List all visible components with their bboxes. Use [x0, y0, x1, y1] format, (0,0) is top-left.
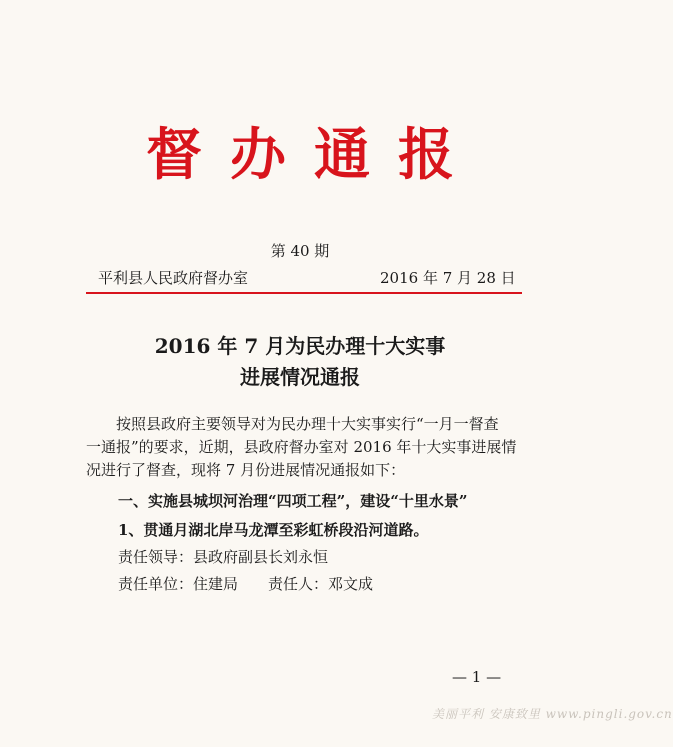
issue-number: 第 40 期 [270, 242, 330, 260]
watermark: 美丽平利 安康致里 www.pingli.gov.cn [432, 707, 673, 721]
page-number: — 1 — [452, 668, 502, 686]
intro-line: 按照县政府主要领导对为民办理十大实事实行“一月一督查 [116, 415, 499, 433]
item-heading: 1、贯通月湖北岸马龙潭至彩虹桥段沿河道路。 [118, 521, 429, 539]
headline-line-2: 进展情况通报 [240, 365, 360, 389]
intro-line: 况进行了督查，现将 7 月份进展情况通报如下： [86, 461, 406, 479]
issuing-office: 平利县人民政府督办室 [98, 269, 249, 287]
responsible-leader: 责任领导：县政府副县长刘永恒 [118, 548, 329, 566]
intro-line: 一通报”的要求，近期，县政府督办室对 2016 年十大实事进展情 [86, 438, 517, 456]
document-title: 督办通报 [146, 122, 482, 188]
headline-line-1: 2016 年 7 月为民办理十大实事 [154, 334, 446, 358]
intro-paragraph [86, 413, 526, 482]
issue-date: 2016 年 7 月 28 日 [380, 269, 516, 287]
section-heading: 一、实施县城坝河治理“四项工程”，建设“十里水景” [118, 492, 468, 510]
red-divider [86, 292, 522, 294]
responsible-unit: 责任单位：住建局 责任人：邓文成 [118, 575, 374, 593]
